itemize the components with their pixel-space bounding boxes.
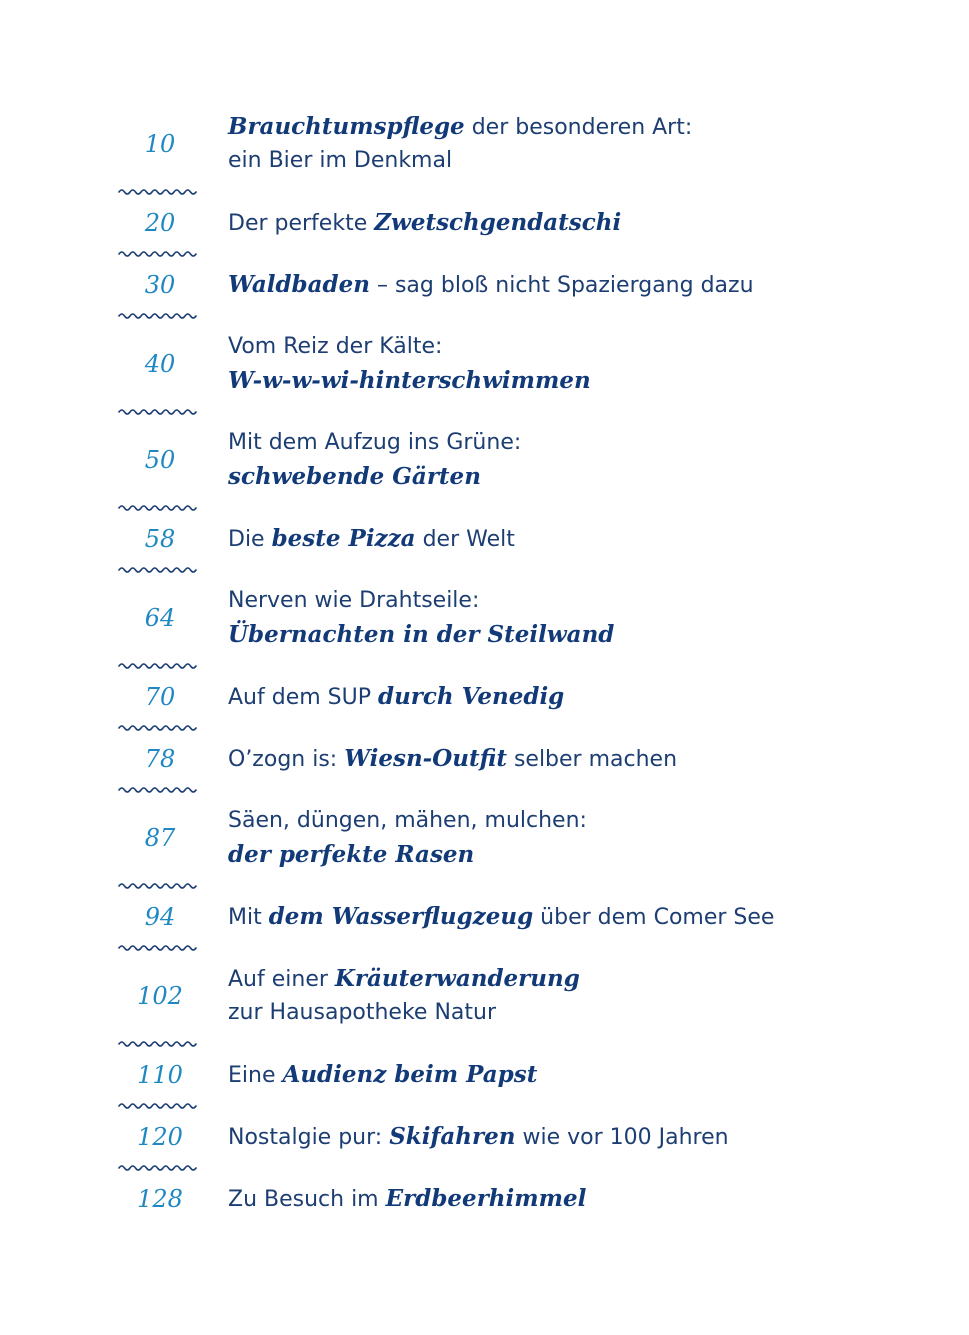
title-text: über dem Comer See (533, 905, 775, 930)
entry-title (228, 742, 928, 776)
toc-entry[interactable] (0, 742, 969, 776)
script-highlight: Brauchtumspflege (228, 113, 465, 140)
title-text: Säen, düngen, mähen, mulchen: (228, 808, 587, 833)
entry-title (228, 522, 928, 556)
wave-divider (118, 785, 206, 795)
script-highlight: Zwetschgendatschi (374, 209, 622, 236)
toc-entry[interactable] (0, 584, 969, 652)
toc-entry[interactable] (0, 268, 969, 302)
title-text: der besonderen Art: (464, 115, 693, 140)
title-line (228, 900, 928, 934)
title-text: Mit dem Aufzug ins Grüne: (228, 430, 522, 455)
entry-title (228, 1120, 928, 1154)
script-highlight: Skifahren (389, 1123, 516, 1150)
entry-title (228, 900, 928, 934)
script-highlight: der perfekte Rasen (228, 841, 475, 868)
wave-divider (118, 249, 206, 259)
title-line (228, 680, 928, 714)
title-text: Mit (228, 905, 269, 930)
toc-entry[interactable] (0, 110, 969, 178)
title-text: Auf einer (228, 967, 335, 992)
wave-divider (118, 1163, 206, 1173)
title-text: Eine (228, 1063, 283, 1088)
page-number: 20 (144, 209, 176, 237)
title-line (228, 144, 928, 178)
title-text: zur Hausapotheke Natur (228, 1000, 497, 1025)
page-number: 78 (144, 745, 176, 773)
entry-title (228, 1058, 928, 1092)
title-text: Nerven wie Drahtseile: (228, 588, 480, 613)
title-text: ein Bier im Denkmal (228, 148, 453, 173)
title-text: wie vor 100 Jahren (515, 1125, 729, 1150)
toc-entry[interactable] (0, 680, 969, 714)
wave-divider (118, 723, 206, 733)
entry-title (228, 1182, 928, 1216)
toc-entry[interactable] (0, 206, 969, 240)
title-text: selber machen (506, 747, 678, 772)
title-line (228, 1120, 928, 1154)
toc-entry[interactable] (0, 330, 969, 398)
wave-divider (118, 311, 206, 321)
toc-entry[interactable] (0, 804, 969, 872)
title-line (228, 996, 928, 1030)
title-line (228, 522, 928, 556)
wave-divider (118, 881, 206, 891)
wave-divider (118, 503, 206, 513)
title-text: Der perfekte (228, 211, 375, 236)
page-number: 30 (144, 271, 176, 299)
title-text: Zu Besuch im (228, 1187, 386, 1212)
toc-entry[interactable] (0, 522, 969, 556)
entry-title (228, 962, 928, 1030)
wave-divider (118, 1039, 206, 1049)
page-number: 87 (144, 824, 176, 852)
page-number: 40 (144, 350, 176, 378)
page-number: 94 (144, 903, 176, 931)
script-highlight: durch Venedig (377, 683, 565, 710)
title-line (228, 460, 928, 494)
title-text: Nostalgie pur: (228, 1125, 390, 1150)
title-line (228, 838, 928, 872)
page-number: 70 (144, 683, 176, 711)
title-text: Die (228, 527, 272, 552)
toc-entry[interactable] (0, 1120, 969, 1154)
toc-entry[interactable] (0, 426, 969, 494)
script-highlight: W-w-w-wi-hinterschwimmen (228, 367, 591, 394)
entry-title (228, 206, 928, 240)
page-number: 58 (144, 525, 176, 553)
title-line (228, 804, 928, 838)
title-line (228, 1058, 928, 1092)
title-line (228, 206, 928, 240)
page-number: 10 (144, 130, 176, 158)
entry-title (228, 268, 928, 302)
wave-divider (118, 187, 206, 197)
entry-title (228, 330, 928, 398)
entry-title (228, 584, 928, 652)
page-number: 64 (144, 604, 176, 632)
toc-entry[interactable] (0, 1182, 969, 1216)
title-line (228, 1182, 928, 1216)
script-highlight: Audienz beim Papst (282, 1061, 538, 1088)
title-text: der Welt (415, 527, 515, 552)
script-highlight: schwebende Gärten (228, 463, 481, 490)
title-line (228, 962, 928, 996)
entry-title (228, 110, 928, 178)
title-text: O’zogn is: (228, 747, 345, 772)
title-line (228, 618, 928, 652)
script-highlight: Waldbaden (228, 271, 370, 298)
page-number: 120 (137, 1123, 183, 1151)
title-text: – sag bloß nicht Spaziergang dazu (369, 273, 754, 298)
title-line (228, 330, 928, 364)
script-highlight: Wiesn-Outfit (344, 745, 507, 772)
page-number: 102 (137, 982, 183, 1010)
page-number: 110 (137, 1061, 183, 1089)
entry-title (228, 680, 928, 714)
script-highlight: Erdbeerhimmel (385, 1185, 587, 1212)
wave-divider (118, 943, 206, 953)
page-number: 128 (137, 1185, 183, 1213)
entry-title (228, 804, 928, 872)
script-highlight: Übernachten in der Steilwand (228, 621, 615, 648)
title-text: Vom Reiz der Kälte: (228, 334, 443, 359)
script-highlight: dem Wasserflugzeug (268, 903, 534, 930)
title-line (228, 364, 928, 398)
title-line (228, 426, 928, 460)
script-highlight: Kräuterwanderung (334, 965, 580, 992)
title-line (228, 110, 928, 144)
title-line (228, 742, 928, 776)
title-line (228, 268, 928, 302)
toc-entry[interactable] (0, 900, 969, 934)
title-text: Auf dem SUP (228, 685, 378, 710)
title-line (228, 584, 928, 618)
toc-entry[interactable] (0, 962, 969, 1030)
toc-entry[interactable] (0, 1058, 969, 1092)
wave-divider (118, 1101, 206, 1111)
wave-divider (118, 565, 206, 575)
entry-title (228, 426, 928, 494)
page-number: 50 (144, 446, 176, 474)
wave-divider (118, 661, 206, 671)
wave-divider (118, 407, 206, 417)
script-highlight: beste Pizza (271, 525, 416, 552)
